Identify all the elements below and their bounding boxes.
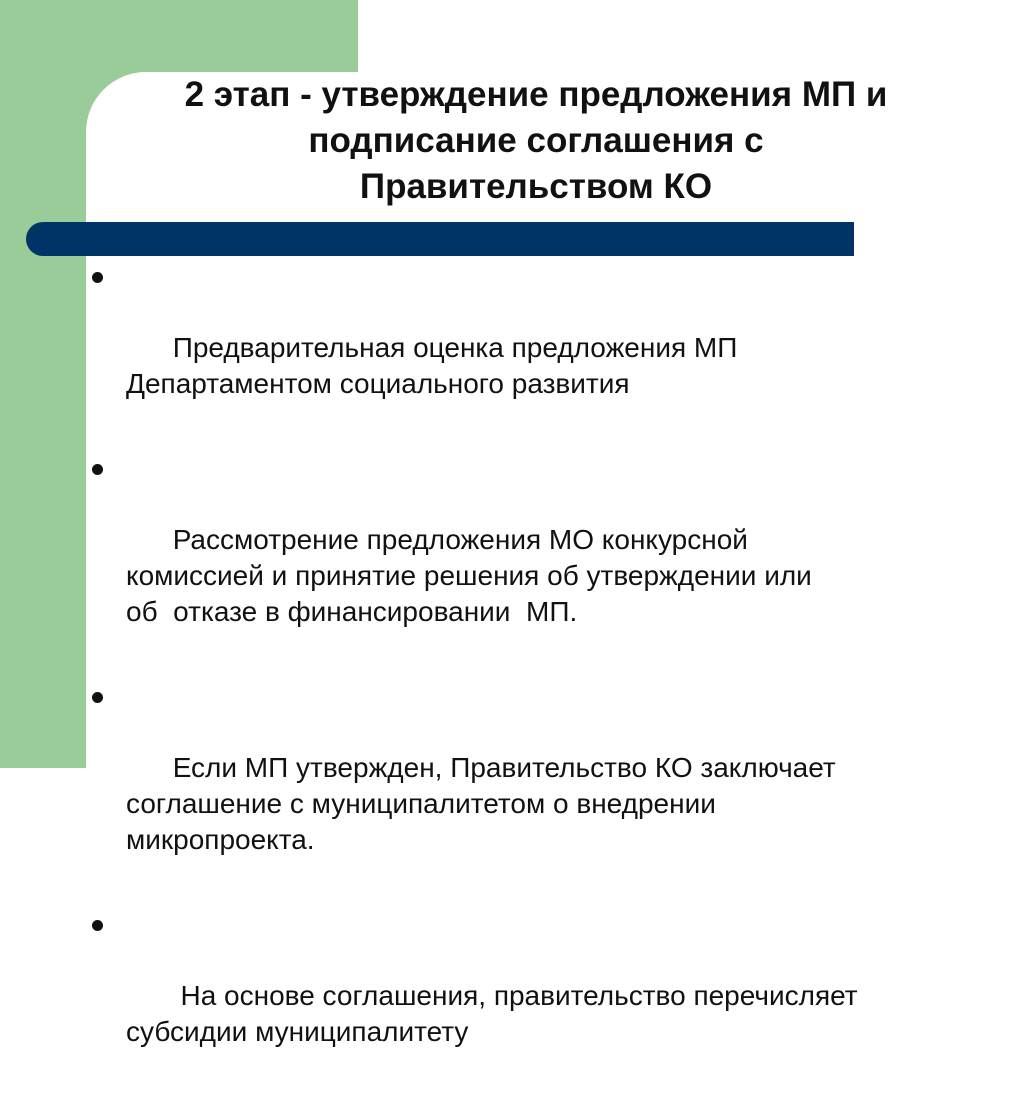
bullet-dot-icon <box>92 464 103 475</box>
bullet-list <box>86 258 986 1098</box>
bullet-item <box>86 906 986 1086</box>
bullet-item <box>86 258 986 438</box>
slide-title: 2 этап - утверждение предложения МП и подписание соглашения с Правительством КО <box>184 75 888 206</box>
title-underline-bar <box>26 222 854 256</box>
bullet-text: На основе соглашения, правительство перечисляет субсидии муниципалитету <box>126 980 858 1047</box>
green-side-strip <box>0 0 86 768</box>
bullet-text: Если МП утвержден, Правительство КО заключает соглашение с муниципалитетом о внедрении микропроекта. <box>126 752 836 855</box>
bullet-text: Предварительная оценка предложения МП Департаментом социального развития <box>126 332 738 399</box>
bullet-item <box>86 450 986 666</box>
bullet-dot-icon <box>92 920 103 931</box>
bullet-item <box>86 678 986 894</box>
bullet-text: Рассмотрение предложения МО конкурсной комиссией и принятие решения об утверждении или об отказе в финансировании МП. <box>126 524 812 627</box>
bullet-dot-icon <box>92 692 103 703</box>
bullet-dot-icon <box>92 272 103 283</box>
